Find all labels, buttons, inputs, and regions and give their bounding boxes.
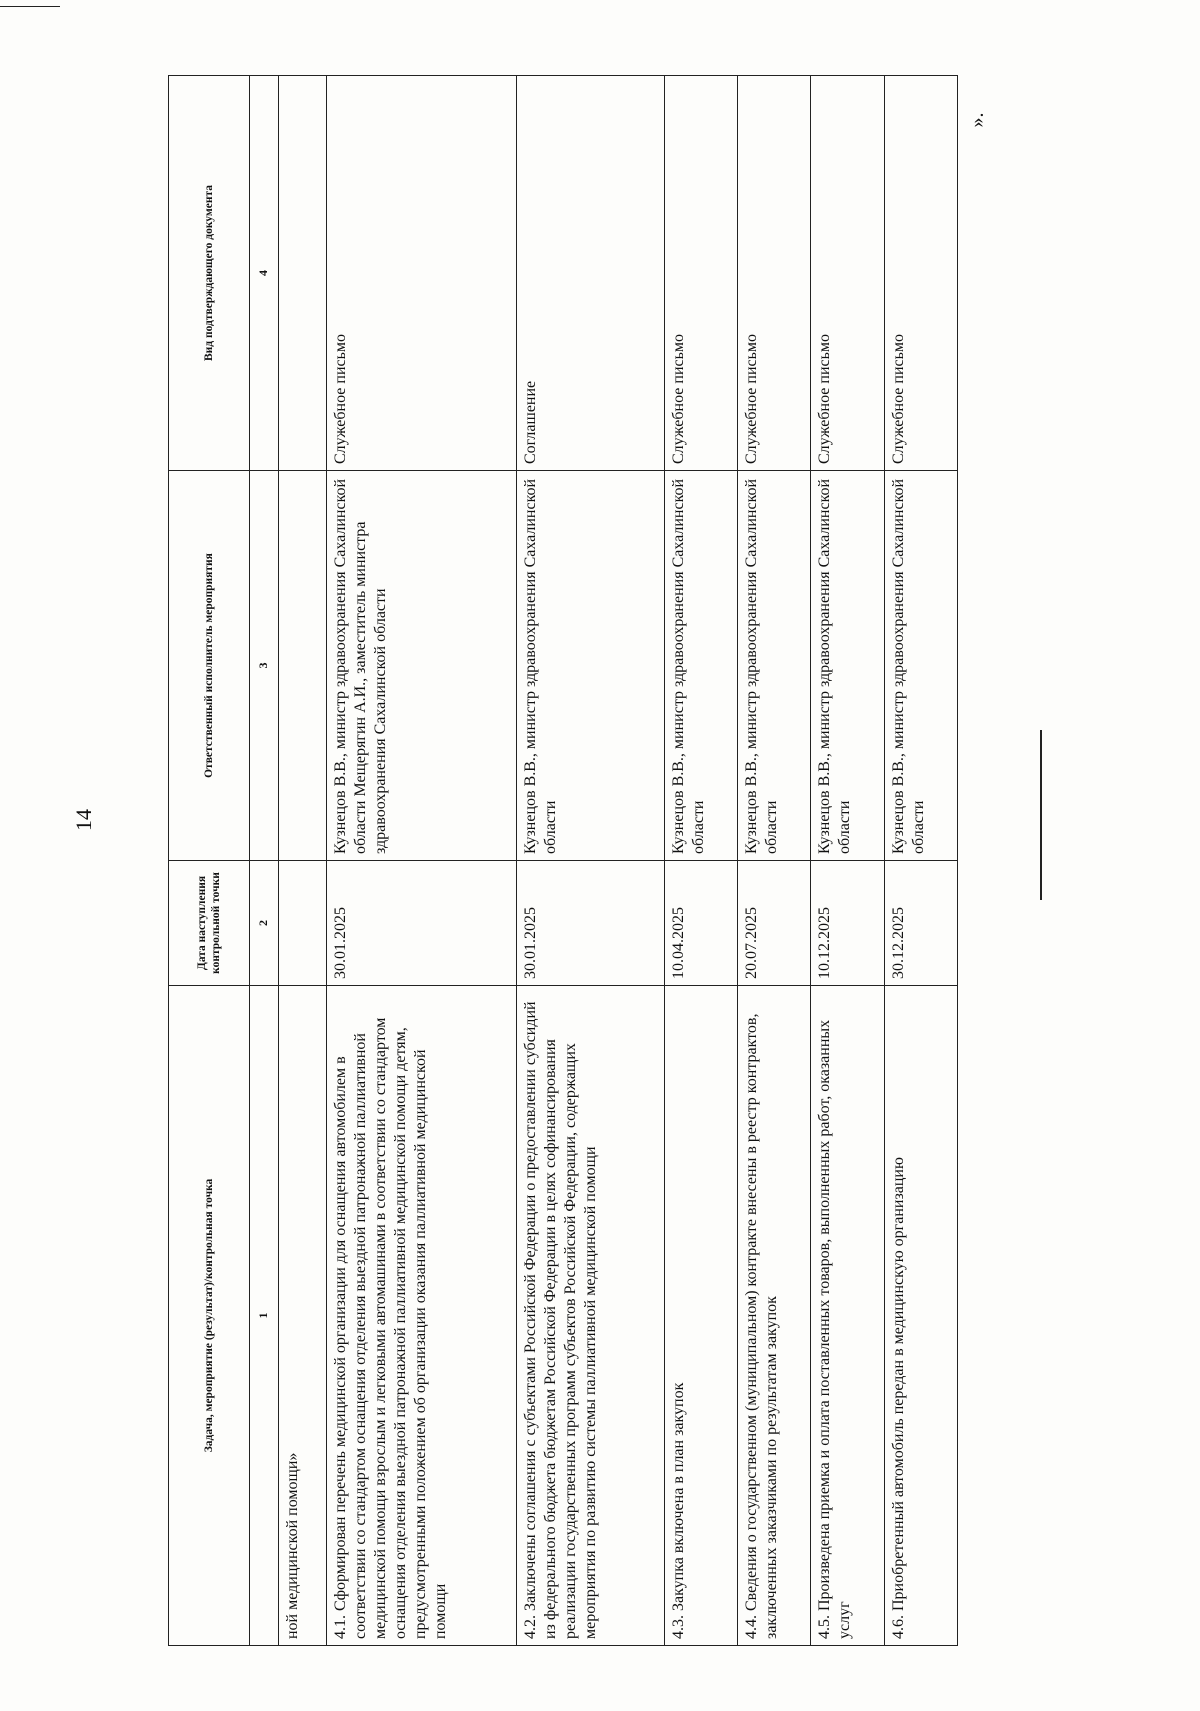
column-number-row — [250, 76, 279, 1646]
continuation-text: ной медицинской помощи» — [278, 986, 326, 1646]
column-number: 3 — [250, 471, 279, 861]
column-number: 4 — [250, 76, 279, 471]
header-responsible: Ответственный исполнитель мероприятия — [169, 471, 250, 861]
document-cell: Служебное письмо — [884, 76, 957, 471]
responsible-cell: Кузнецов В.В., министр здравоохранения Сахалинской области — [884, 471, 957, 861]
control-points-table — [168, 75, 958, 1646]
date-cell: 30.01.2025 — [327, 861, 517, 986]
scan-mark-line — [1040, 730, 1042, 900]
date-cell: 10.04.2025 — [664, 861, 737, 986]
date-cell: 30.12.2025 — [884, 861, 957, 986]
header-date: Дата наступления контрольной точки — [169, 861, 250, 986]
responsible-cell: Кузнецов В.В., министр здравоохранения Сахалинской области — [811, 471, 884, 861]
document-cell: Служебное письмо — [327, 76, 517, 471]
empty-cell — [278, 861, 326, 986]
rotated-table-container — [168, 76, 958, 1646]
responsible-cell: Кузнецов В.В., министр здравоохранения Сахалинской области Мещерягин А.И., заместитель министра здравоохранения Сахалинской области — [327, 471, 517, 861]
page-number: 14 — [71, 809, 96, 831]
table-row — [517, 76, 665, 1646]
document-cell: Служебное письмо — [664, 76, 737, 471]
task-cell: 4.4. Сведения о государственном (муниципальном) контракте внесены в реестр контрактов, заключенных заказчиками по результатам закупок — [738, 986, 811, 1646]
document-cell: Служебное письмо — [738, 76, 811, 471]
scan-mark-line — [0, 6, 60, 7]
document-cell: Соглашение — [517, 76, 665, 471]
table-row — [327, 76, 517, 1646]
responsible-cell: Кузнецов В.В., министр здравоохранения Сахалинской области — [517, 471, 665, 861]
task-cell: 4.1. Сформирован перечень медицинской организации для оснащения автомобилем в соответствии со стандартом оснащения отделения выездной патронажной паллиативной медицинской помощи взрослым и легковыми автомашинами в соответствии со стандартом оснащения отделения выездной патронажной паллиативной медицинской помощи детям, предусмотренными положением об организации оказания паллиативной медицинской помощи — [327, 986, 517, 1646]
table-row — [664, 76, 737, 1646]
empty-cell — [278, 471, 326, 861]
column-number: 2 — [250, 861, 279, 986]
continuation-row — [278, 76, 326, 1646]
table-row — [811, 76, 884, 1646]
document-cell: Служебное письмо — [811, 76, 884, 471]
header-task: Задача, мероприятие (результат)/контрольная точка — [169, 986, 250, 1646]
column-number: 1 — [250, 986, 279, 1646]
task-cell: 4.6. Приобретенный автомобиль передан в медицинскую организацию — [884, 986, 957, 1646]
closing-quote: ». — [966, 112, 988, 128]
task-cell: 4.2. Заключены соглашения с субъектами Российской Федерации о предоставлении субсидий из федерального бюджета бюджетам Российской Федерации в целях софинансирования реализации государственных программ субъектов Российской Федерации, содержащих мероприятия по развитию системы паллиативной медицинской помощи — [517, 986, 665, 1646]
date-cell: 10.12.2025 — [811, 861, 884, 986]
task-cell: 4.5. Произведена приемка и оплата поставленных товаров, выполненных работ, оказанных услуг — [811, 986, 884, 1646]
date-cell: 30.01.2025 — [517, 861, 665, 986]
header-document: Вид подтверждающего документа — [169, 76, 250, 471]
date-cell: 20.07.2025 — [738, 861, 811, 986]
table-row — [738, 76, 811, 1646]
responsible-cell: Кузнецов В.В., министр здравоохранения Сахалинской области — [738, 471, 811, 861]
responsible-cell: Кузнецов В.В., министр здравоохранения Сахалинской области — [664, 471, 737, 861]
table-header-row — [169, 76, 250, 1646]
empty-cell — [278, 76, 326, 471]
table-row — [884, 76, 957, 1646]
task-cell: 4.3. Закупка включена в план закупок — [664, 986, 737, 1646]
